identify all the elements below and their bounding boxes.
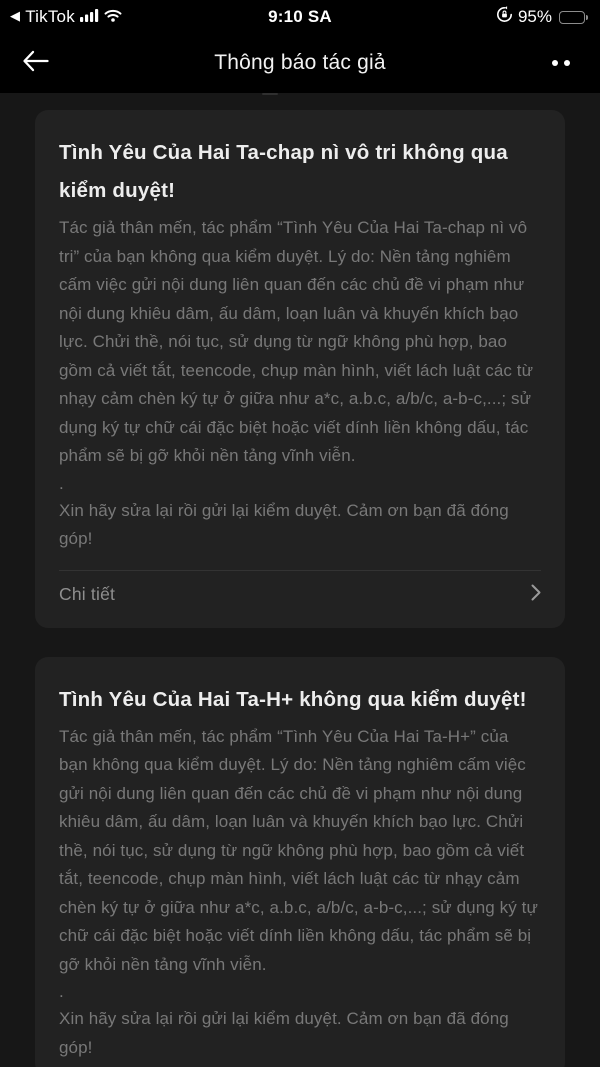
back-to-app-label: TikTok	[25, 7, 75, 26]
dot-icon	[552, 60, 558, 66]
back-to-app-icon: ◀	[10, 8, 21, 23]
notification-body: Tác giả thân mến, tác phẩm “Tình Yêu Của Hai Ta-chap nì vô tri” của bạn không qua kiểm duyệt. Lý do: Nền tảng nghiêm cấm việc gửi nội dung liên quan đến các chủ đề vi phạm như nội dung khiêu dâm, ấu dâm, loạn luân và khuyến khích bạo lực. Chửi thề, nói tục, sử dụng từ ngữ không phù hợp, bao gồm cả viết tắt, teencode, chụp màn hình, viết lách luật các từ nhạy cảm chèn ký tự ở giữa như a*c, a.b.c, a/b/c, a-b-c,...; sử dụng ký tự chữ cái đặc biệt hoặc viết dính liền không dấu, tác phẩm sẽ bị gỡ khỏi nền tảng vĩnh viễn.	[59, 218, 534, 465]
notification-dot-line: .	[59, 982, 64, 1001]
back-arrow-icon	[22, 50, 49, 75]
wifi-icon	[104, 7, 122, 27]
back-to-app[interactable]	[10, 7, 122, 27]
status-bar	[0, 0, 600, 32]
notification-dot-line: .	[59, 473, 64, 493]
notification-card	[35, 657, 565, 1067]
notification-title: Tình Yêu Của Hai Ta-chap nì vô tri không qua kiểm duyệt!	[59, 141, 508, 202]
battery-icon	[557, 11, 588, 24]
notification-note: Xin hãy sửa lại rồi gửi lại kiểm duyệt. Cảm ơn bạn đã đóng góp!	[59, 500, 509, 548]
dot-icon	[564, 60, 570, 66]
notification-body: Tác giả thân mến, tác phẩm “Tình Yêu Của Hai Ta-H+” của bạn không qua kiểm duyệt. Lý do: Nền tảng nghiêm cấm việc gửi nội dung liên quan đến các chủ đề vi phạm như nội dung khiêu dâm, ấu dâm, loạn luân và khuyến khích bạo lực. Chửi thề, nói tục, sử dụng từ ngữ không phù hợp, bao gồm cả viết tắt, teencode, chụp màn hình, viết lách luật các từ nhạy cảm chèn ký tự ở giữa như a*c, a.b.c, a/b/c, a-b-c,...; sử dụng ký tự chữ cái đặc biệt hoặc viết dính liền không dấu, tác phẩm sẽ bị gỡ khỏi nền tảng vĩnh viễn.	[59, 726, 538, 974]
clock: 9:10 SA	[268, 7, 332, 26]
nav-header	[0, 32, 600, 93]
notification-list[interactable]	[0, 93, 600, 1067]
detail-row[interactable]	[59, 571, 541, 614]
page-title: Thông báo tác giả	[214, 50, 386, 74]
detail-label: Chi tiết	[59, 584, 116, 604]
chevron-right-icon	[531, 584, 541, 606]
notification-card	[35, 110, 565, 628]
battery-percent: 95%	[517, 7, 552, 26]
cellular-signal-icon	[80, 7, 99, 27]
orientation-lock-icon	[496, 6, 513, 28]
status-bar-right	[496, 6, 588, 28]
notification-title: Tình Yêu Của Hai Ta-H+ không qua kiểm duyệt!	[59, 687, 527, 711]
more-options-button[interactable]	[548, 52, 574, 74]
scrolled-card-remnant	[262, 93, 278, 95]
back-button[interactable]	[14, 42, 57, 83]
notification-note: Xin hãy sửa lại rồi gửi lại kiểm duyệt. Cảm ơn bạn đã đóng góp!	[59, 1009, 509, 1057]
